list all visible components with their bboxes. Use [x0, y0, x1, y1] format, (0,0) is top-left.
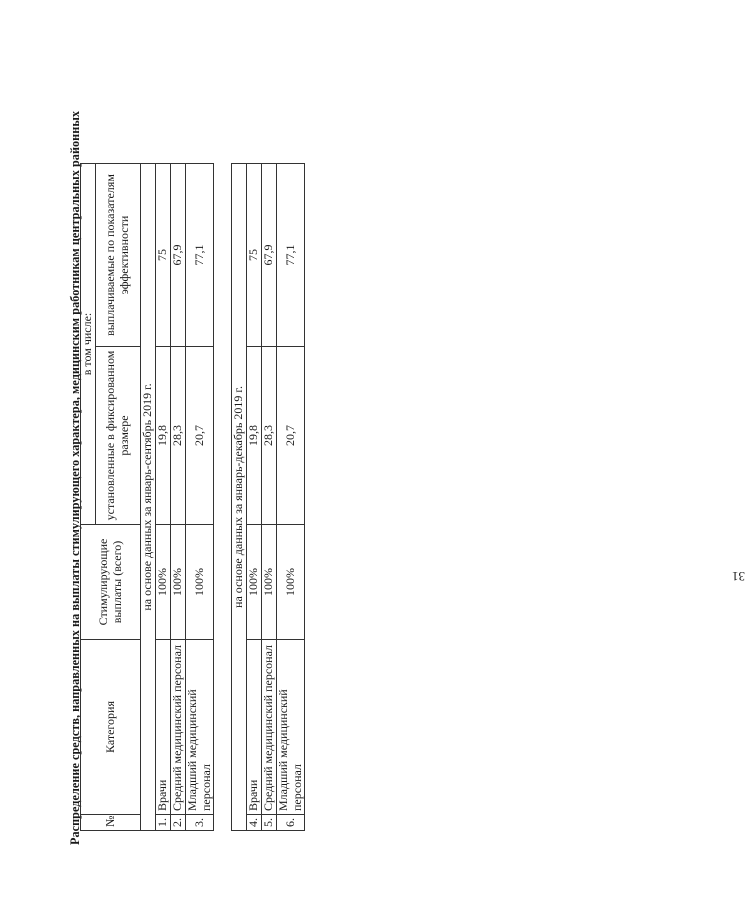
header-num: № — [81, 815, 141, 831]
row-efficiency: 75 — [155, 164, 170, 347]
rotated-page-content — [68, 85, 398, 845]
header-efficiency: выплачиваемые по показателям эффективности — [96, 164, 141, 347]
row-fixed: 28,3 — [170, 347, 185, 525]
row-total: 100% — [276, 525, 305, 640]
row-fixed: 20,7 — [185, 347, 214, 525]
row-fixed: 20,7 — [276, 347, 305, 525]
section-label: на основе данных за январь-декабрь 2019 г. — [232, 163, 247, 830]
row-efficiency: 67,9 — [170, 164, 185, 347]
row-fixed: 19,8 — [155, 347, 170, 525]
row-efficiency: 67,9 — [261, 163, 276, 346]
row-fixed: 19,8 — [246, 347, 261, 525]
page-number: 31 — [732, 569, 745, 584]
row-category: Средний медицинский персонал — [261, 640, 276, 815]
row-total: 100% — [155, 525, 170, 640]
document-title: Распределение средств, направленных на выплаты стимулирующего характера, медицинским работникам центральных районных — [68, 110, 82, 845]
row-efficiency: 77,1 — [185, 164, 214, 347]
row-total: 100% — [170, 525, 185, 640]
row-num: 5. — [261, 815, 276, 831]
row-num: 3. — [185, 815, 214, 831]
row-efficiency: 75 — [246, 163, 261, 346]
header-including: в том числе: — [81, 164, 96, 525]
stimulus-payments-table — [80, 163, 214, 831]
section-label: на основе данных за январь-сентябрь 2019 г. — [141, 164, 156, 831]
header-total: Стимулирующие выплаты (всего) — [81, 525, 141, 640]
row-num: 4. — [246, 815, 261, 831]
row-category: Младший медицинский персонал — [185, 640, 214, 815]
row-category: Врачи — [246, 640, 261, 815]
row-efficiency: 77,1 — [276, 163, 305, 346]
table-row — [261, 163, 276, 830]
header-fixed: установленные в фиксированном размере — [96, 347, 141, 525]
row-num: 1. — [155, 815, 170, 831]
table-row — [246, 163, 261, 830]
row-total: 100% — [185, 525, 214, 640]
table-row — [185, 164, 214, 831]
row-total: 100% — [261, 525, 276, 640]
page-number-container — [360, 278, 745, 584]
row-num: 2. — [170, 815, 185, 831]
row-category: Средний медицинский персонал — [170, 640, 185, 815]
header-category: Категория — [81, 640, 141, 815]
row-total: 100% — [246, 525, 261, 640]
table-row — [155, 164, 170, 831]
row-num: 6. — [276, 815, 305, 831]
row-category: Врачи — [155, 640, 170, 815]
table-row — [170, 164, 185, 831]
table-row — [276, 163, 305, 830]
stimulus-payments-table-annual — [231, 163, 305, 831]
row-fixed: 28,3 — [261, 347, 276, 525]
row-category: Младший медицинский персонал — [276, 640, 305, 815]
